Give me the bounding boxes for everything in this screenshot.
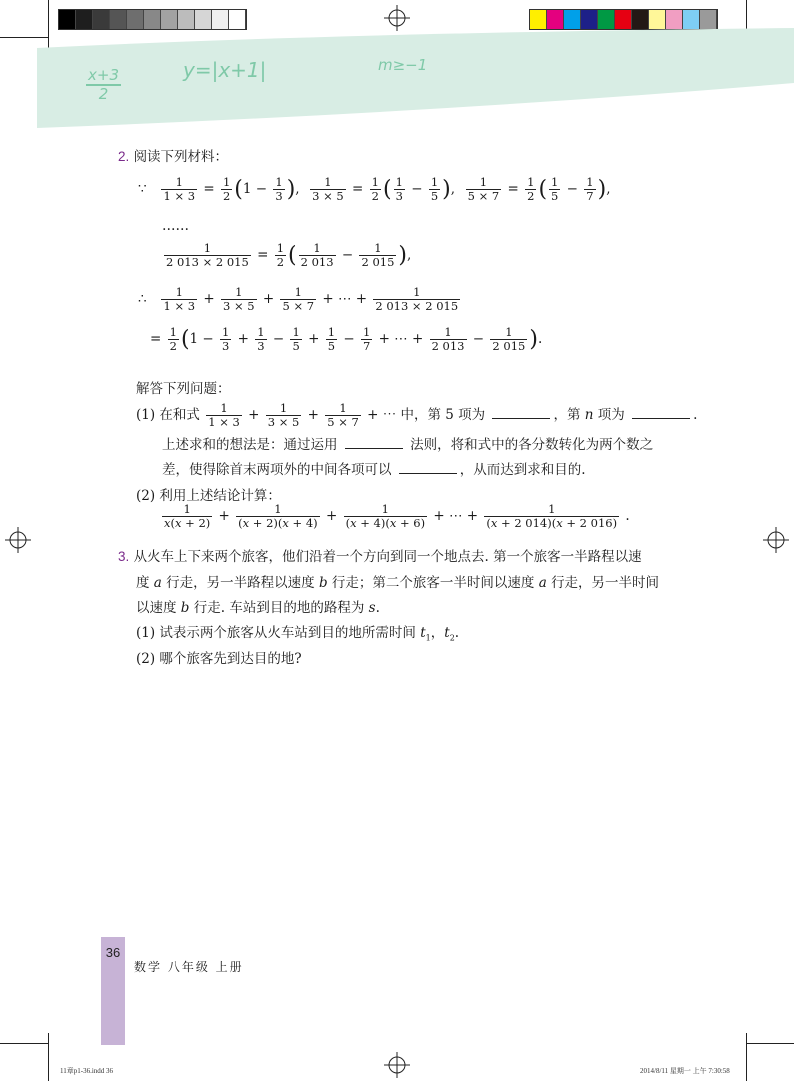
page-number: 36	[105, 945, 121, 960]
problem-3-question-2: (2) 哪个旅客先到达目的地?	[136, 651, 302, 667]
problem-2-heading	[118, 145, 228, 165]
question-2: (2) 利用上述结论计算：	[136, 488, 281, 504]
formula-line-4: = $\frac{1}{2}$ (1 − $\frac{1}{3}$ + $\frac{1}{3}$ − $\frac{1}{5}$ + $\frac{1}{5}$ − $\frac{1}{7}$ + ⋯ + $\frac{1}{2 013}$ − $\frac{1}{2 015}$ ).	[150, 325, 543, 354]
problem-3-question-1: (1) 试表示两个旅客从火车站到目的地所需时间 $t_1$，$t_2$.	[136, 625, 460, 643]
header-handwriting-equation: y=|x+1|	[183, 58, 267, 82]
question-1: (1) 在和式 $\frac{1}{1 \times 3}$ + $\frac{1}{3 \times 5}$ + $\frac{1}{5 \times 7}$ + ⋯ 中，第 5 项为 ，第 n 项为 .	[136, 401, 698, 430]
answer-blank[interactable]	[399, 461, 457, 474]
header-handwriting-inequality: m≥−1	[378, 56, 428, 74]
question-1-line-2: 上述求和的想法是：通过运用 法则，将和式中的各分数转化为两个数之	[162, 437, 654, 453]
problem-number: 3.	[118, 549, 130, 564]
questions-intro: 解答下列问题：	[136, 381, 231, 397]
formula-line-1: ∵ $\frac{1}{1 \times 3}$ = $\frac{1}{2}$ (1 − $\frac{1}{3}$ ), $\frac{1}{3 \times 5}$ = $\frac{1}{2}$ ( $\frac{1}{3}$ − $\frac{1}{5}$ ), $\frac{1}{5 \times 7}$ = $\frac{1}{2}$ ( $\frac{1}{5}$ − $\frac{1}{7}$ ),	[138, 175, 611, 204]
problem-title: 阅读下列材料：	[133, 149, 229, 165]
problem-3-line-1: 3. 从火车上下来两个旅客，他们沿着一个方向到同一个地点去. 第一个旅客一半路程以速	[118, 549, 642, 565]
problem-3-line-3: 以速度 b 行走. 车站到目的地的路程为 s.	[136, 600, 380, 616]
because-symbol: ∵	[138, 181, 147, 198]
footer-file-name: 11章p1-36.indd 36	[60, 1067, 114, 1075]
therefore-symbol: ∴	[138, 291, 147, 308]
header-handwriting-fraction: x+3 2	[88, 66, 119, 103]
question-2-formula: $\frac{1}{x(x + 2)}$ + $\frac{1}{(x + 2)(x + 4)}$ + $\frac{1}{(x + 4)(x + 6)}$ + ⋯ + $\frac{1}{(x + 2 014)(x + 2 016)}$ .	[164, 502, 630, 531]
footer-timestamp: 2014/8/11 星期一 上午 7:30:58	[640, 1067, 730, 1075]
problem-number: 2.	[118, 149, 130, 164]
formula-line-2: $\frac{1}{2 013 \times 2 015}$ = $\frac{1}{2}$ ( $\frac{1}{2 013}$ − $\frac{1}{2 015}$ ),	[166, 241, 412, 270]
answer-blank[interactable]	[345, 436, 403, 449]
ellipsis-line: ……	[162, 218, 189, 234]
answer-blank[interactable]	[632, 406, 690, 419]
problem-3-line-2: 度 a 行走，另一半路程以速度 b 行走；第二个旅客一半时间以速度 a 行走，另一半时间	[136, 575, 660, 591]
question-1-line-3: 差，使得除首末两项外的中间各项可以 ，从而达到求和目的.	[162, 462, 586, 478]
answer-blank[interactable]	[492, 406, 550, 419]
book-title: 数学 八年级 上册	[134, 960, 244, 974]
formula-line-3: ∴ $\frac{1}{1 \times 3}$ + $\frac{1}{3 \times 5}$ + $\frac{1}{5 \times 7}$ + ⋯ + $\frac{1}{2 013 \times 2 015}$	[138, 285, 459, 314]
